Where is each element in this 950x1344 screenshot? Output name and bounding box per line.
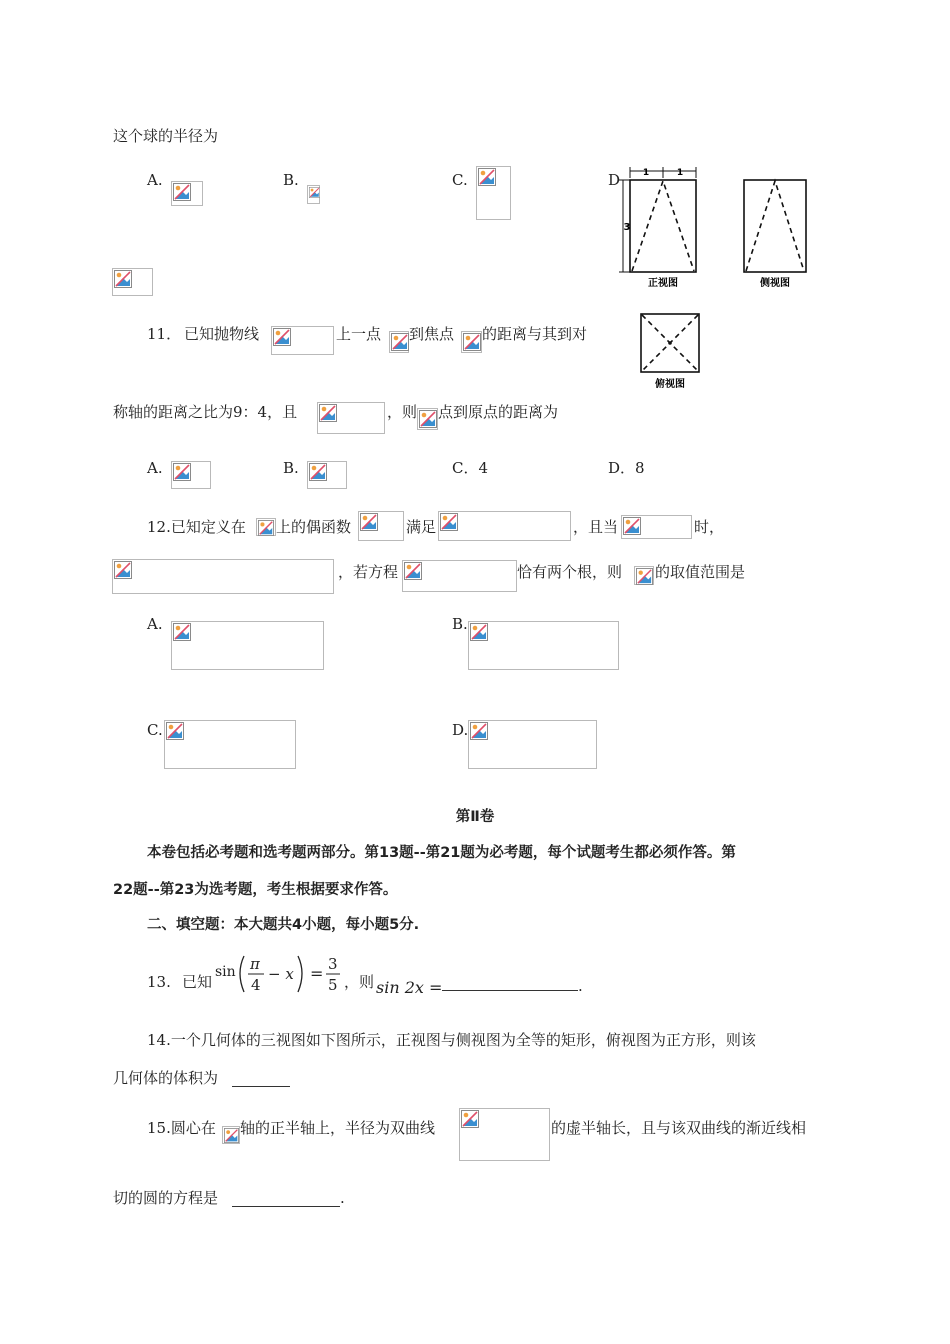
side-view-label: 侧视图 [760, 278, 790, 289]
sin2x-text: sin 2x = [376, 978, 443, 997]
q13-number: 13. [147, 973, 171, 991]
top-view-label: 俯视图 [655, 379, 685, 390]
broken-image-icon [256, 518, 276, 536]
q12-text-5: 时， [694, 518, 725, 536]
q13-formula [214, 948, 348, 998]
q11-option-a: A. [147, 459, 163, 477]
broken-image-icon [468, 720, 597, 769]
broken-image-icon [171, 461, 211, 489]
q12-text-7: 恰有两个根，则 [517, 563, 623, 581]
q15-line2: 切的圆的方程是 [113, 1189, 219, 1207]
q11-text-1: 已知抛物线 [184, 325, 260, 343]
q14-line1: 14.一个几何体的三视图如下图所示，正视图与侧视图为全等的矩形，俯视图为正方形，则该 [147, 1031, 756, 1049]
q11-option-c: C．4 [452, 459, 489, 477]
q13-known: 已知 [182, 973, 213, 991]
q10-option-c: C. [452, 171, 468, 189]
q11-text-2: 上一点 [336, 325, 382, 343]
broken-image-icon [271, 326, 334, 355]
q12-text-2: 上的偶函数 [276, 518, 352, 536]
dim-label-2: 1 [676, 168, 684, 178]
dim-label-3: 3 [623, 222, 631, 233]
q11-text-6: ，则 [387, 403, 418, 421]
q12-option-a: A. [147, 615, 163, 633]
q11-number: 11． [147, 325, 182, 343]
q13-then: ，则 [344, 973, 375, 991]
q11-option-d: D．8 [608, 459, 645, 477]
broken-image-icon [389, 331, 409, 353]
q10-option-b: B. [283, 171, 299, 189]
q12-text-1: 12.已知定义在 [147, 518, 246, 536]
q14-line2: 几何体的体积为 [113, 1069, 219, 1087]
q11-text-5: 称轴的距离之比为9：4，且 [113, 403, 298, 421]
broken-image-icon [307, 185, 320, 204]
broken-image-icon [468, 621, 619, 670]
q13-answer-blank[interactable] [442, 976, 578, 991]
q11-text-7: 点到原点的距离为 [438, 403, 559, 421]
broken-image-icon [358, 511, 404, 541]
broken-image-icon [476, 166, 511, 220]
q13-end: . [578, 977, 583, 995]
q15-text-2: 轴的正半轴上，半径为双曲线 [240, 1119, 436, 1137]
q14-answer-blank[interactable] [232, 1072, 290, 1087]
broken-image-icon [112, 559, 334, 594]
q12-text-3: 满足 [406, 518, 437, 536]
q12-option-c: C. [147, 721, 163, 739]
q11-option-b: B. [283, 459, 299, 477]
broken-image-icon [222, 1126, 240, 1144]
broken-image-icon [317, 402, 385, 434]
q11-text-3: 到焦点 [409, 325, 455, 343]
broken-image-icon [417, 408, 438, 430]
q12-text-8: 的取值范围是 [655, 563, 746, 581]
q11-text-4: 的距离与其到对 [482, 325, 588, 343]
q10-option-a: A. [147, 171, 163, 189]
broken-image-icon [164, 720, 296, 769]
formula-three: 3 [328, 955, 338, 973]
formula-minus-x: − x [268, 965, 294, 983]
q15-answer-blank[interactable] [232, 1192, 340, 1207]
formula-equals: = [310, 964, 324, 983]
part2-intro-line1: 本卷包括必考题和选考题两部分。第13题--第21题为必考题，每个试题考生都必须作答。第 [147, 845, 736, 861]
q10-option-d: D [608, 171, 621, 189]
q12-text-6: ，若方程 [338, 563, 399, 581]
q15-text-3: 的虚半轴长，且与该双曲线的渐近线相 [551, 1119, 807, 1137]
q13-sin2x [376, 978, 442, 998]
formula-sin: sin [215, 964, 236, 980]
dim-label-1: 1 [642, 168, 650, 178]
broken-image-icon [634, 566, 654, 585]
part2-intro-line2: 22题--第23为选考题，考生根据要求作答。 [113, 882, 398, 898]
part2-title: 第Ⅱ卷 [455, 809, 495, 825]
q12-option-b: B. [452, 615, 468, 633]
formula-pi: π [250, 955, 260, 973]
fill-in-section-heading: 二、填空题：本大题共4小题，每小题5分. [147, 917, 420, 933]
broken-image-icon [171, 621, 324, 670]
broken-image-icon [459, 1108, 550, 1161]
three-view-figure [618, 164, 818, 394]
front-view-label: 正视图 [648, 278, 678, 289]
broken-image-icon [112, 268, 153, 296]
formula-four: 4 [251, 976, 261, 994]
broken-image-icon [621, 515, 692, 539]
broken-image-icon [171, 181, 203, 206]
q12-option-d: D. [452, 721, 469, 739]
broken-image-icon [402, 560, 517, 592]
q15-text-1: 15.圆心在 [147, 1119, 216, 1137]
q10-stem: 这个球的半径为 [113, 127, 219, 145]
broken-image-icon [438, 511, 571, 541]
broken-image-icon [461, 331, 482, 353]
q12-text-4: ，且当 [573, 518, 619, 536]
q15-end: . [340, 1189, 345, 1207]
formula-five: 5 [328, 976, 338, 994]
broken-image-icon [307, 461, 347, 489]
